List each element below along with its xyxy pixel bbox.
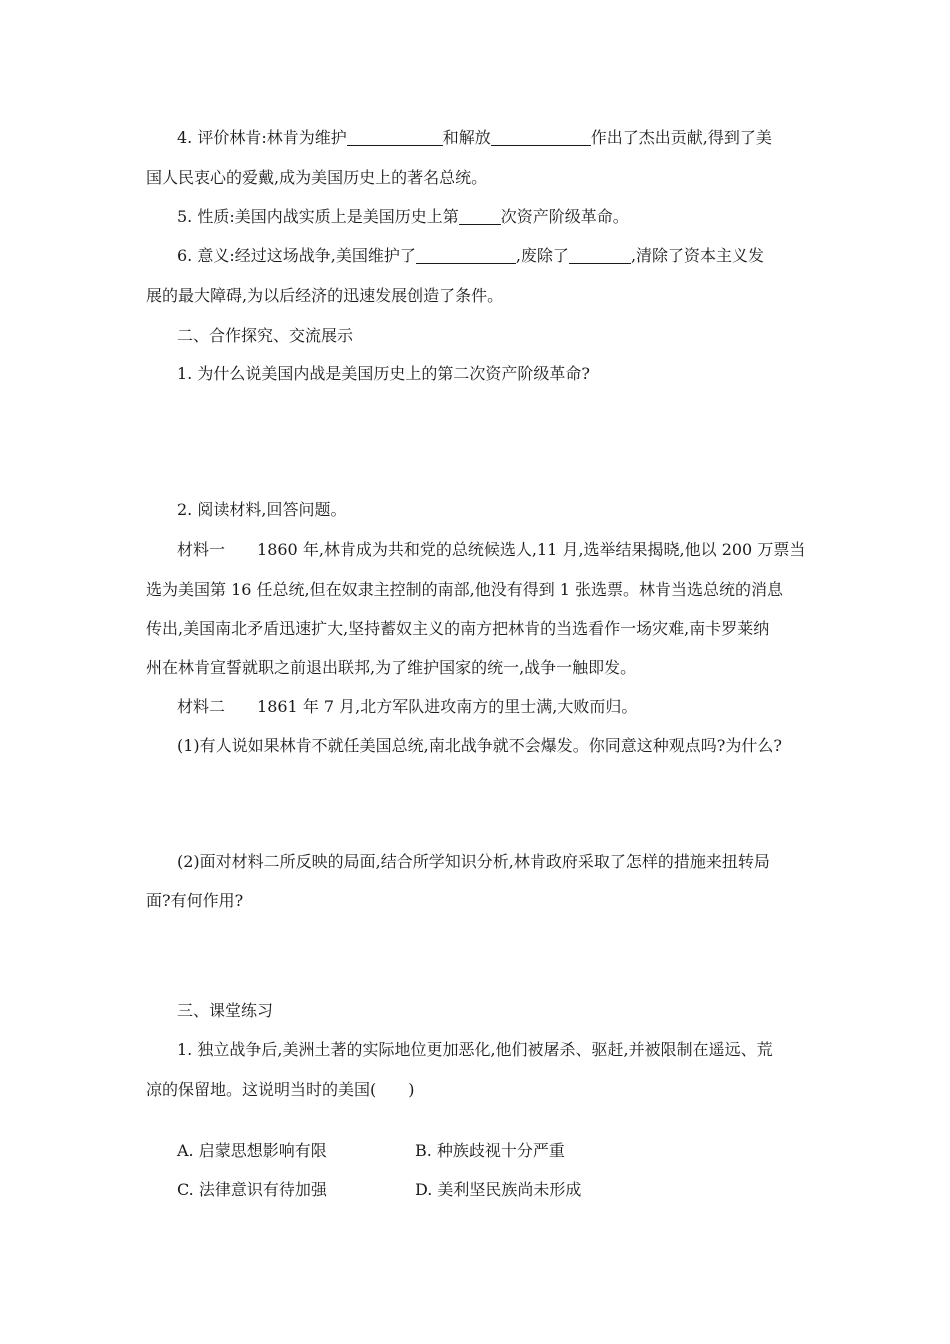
item4-line1 xyxy=(177,128,772,148)
item4-line2: 国人民衷心的爱戴,成为美国历史上的著名总统。 xyxy=(146,168,488,187)
item6-line2: 展的最大障碍,为以后经济的迅速发展创造了条件。 xyxy=(146,286,504,305)
item4-text-a: 4. 评价林肯:林肯为维护 xyxy=(177,128,347,147)
material1-line3: 传出,美国南北矛盾迅速扩大,坚持蓄奴主义的南方把林肯的当选看作一场灾难,南卡罗莱纳 xyxy=(146,619,770,638)
subquestion2-line1: (2)面对材料二所反映的局面,结合所学知识分析,林肯政府采取了怎样的措施来扭转局 xyxy=(177,852,770,871)
item6-text-c: ,清除了资本主义发 xyxy=(630,246,765,265)
item6-line1 xyxy=(177,246,764,266)
material1-line4: 州在林肯宣誓就职之前退出联邦,为了维护国家的统一,战争一触即发。 xyxy=(146,658,637,677)
material1-line2: 选为美国第 16 任总统,但在奴隶主控制的南部,他没有得到 1 张选票。林肯当选总统的消息 xyxy=(146,580,784,599)
material1-line1 xyxy=(177,540,805,560)
section2-question1: 1. 为什么说美国内战是美国历史上的第二次资产阶级革命? xyxy=(177,364,590,383)
option-b[interactable]: B. 种族歧视十分严重 xyxy=(415,1141,565,1160)
material2-label: 材料二 xyxy=(177,697,226,716)
option-c[interactable]: C. 法律意识有待加强 xyxy=(177,1180,327,1199)
section2-question2: 2. 阅读材料,回答问题。 xyxy=(177,500,347,519)
material2-text: 1861 年 7 月,北方军队进攻南方的里士满,大败而归。 xyxy=(257,697,638,716)
subquestion2-line2: 面?有何作用? xyxy=(146,891,244,910)
section3-heading: 三、课堂练习 xyxy=(177,1001,274,1020)
option-d[interactable]: D. 美利坚民族尚未形成 xyxy=(415,1180,582,1199)
answer-blank[interactable] xyxy=(569,247,631,264)
exercise1-line1: 1. 独立战争后,美洲土著的实际地位更加恶化,他们被屠杀、驱赶,并被限制在遥远、荒 xyxy=(177,1040,773,1059)
subquestion1: (1)有人说如果林肯不就任美国总统,南北战争就不会爆发。你同意这种观点吗?为什么? xyxy=(177,736,782,755)
item5-text-a: 5. 性质:美国内战实质上是美国历史上第 xyxy=(177,207,459,226)
item4-text-b: 和解放 xyxy=(442,128,491,147)
answer-blank[interactable] xyxy=(347,129,443,146)
material2-line xyxy=(177,697,637,717)
answer-blank[interactable] xyxy=(459,208,501,225)
item6-text-a: 6. 意义:经过这场战争,美国维护了 xyxy=(177,246,416,265)
material1-text: 1860 年,林肯成为共和党的总统候选人,11 月,选举结果揭晓,他以 200 万票当 xyxy=(257,540,806,559)
option-a[interactable]: A. 启蒙思想影响有限 xyxy=(177,1141,327,1160)
material1-label: 材料一 xyxy=(177,540,226,559)
item6-text-b: ,废除了 xyxy=(515,246,569,265)
item4-text-c: 作出了杰出贡献,得到了美 xyxy=(590,128,772,147)
exercise1-line2: 凉的保留地。这说明当时的美国( ) xyxy=(146,1080,415,1099)
section2-heading: 二、合作探究、交流展示 xyxy=(177,326,354,345)
answer-blank[interactable] xyxy=(491,129,591,146)
item5-text-b: 次资产阶级革命。 xyxy=(500,207,629,226)
answer-blank[interactable] xyxy=(416,247,516,264)
item5-line xyxy=(177,207,629,227)
